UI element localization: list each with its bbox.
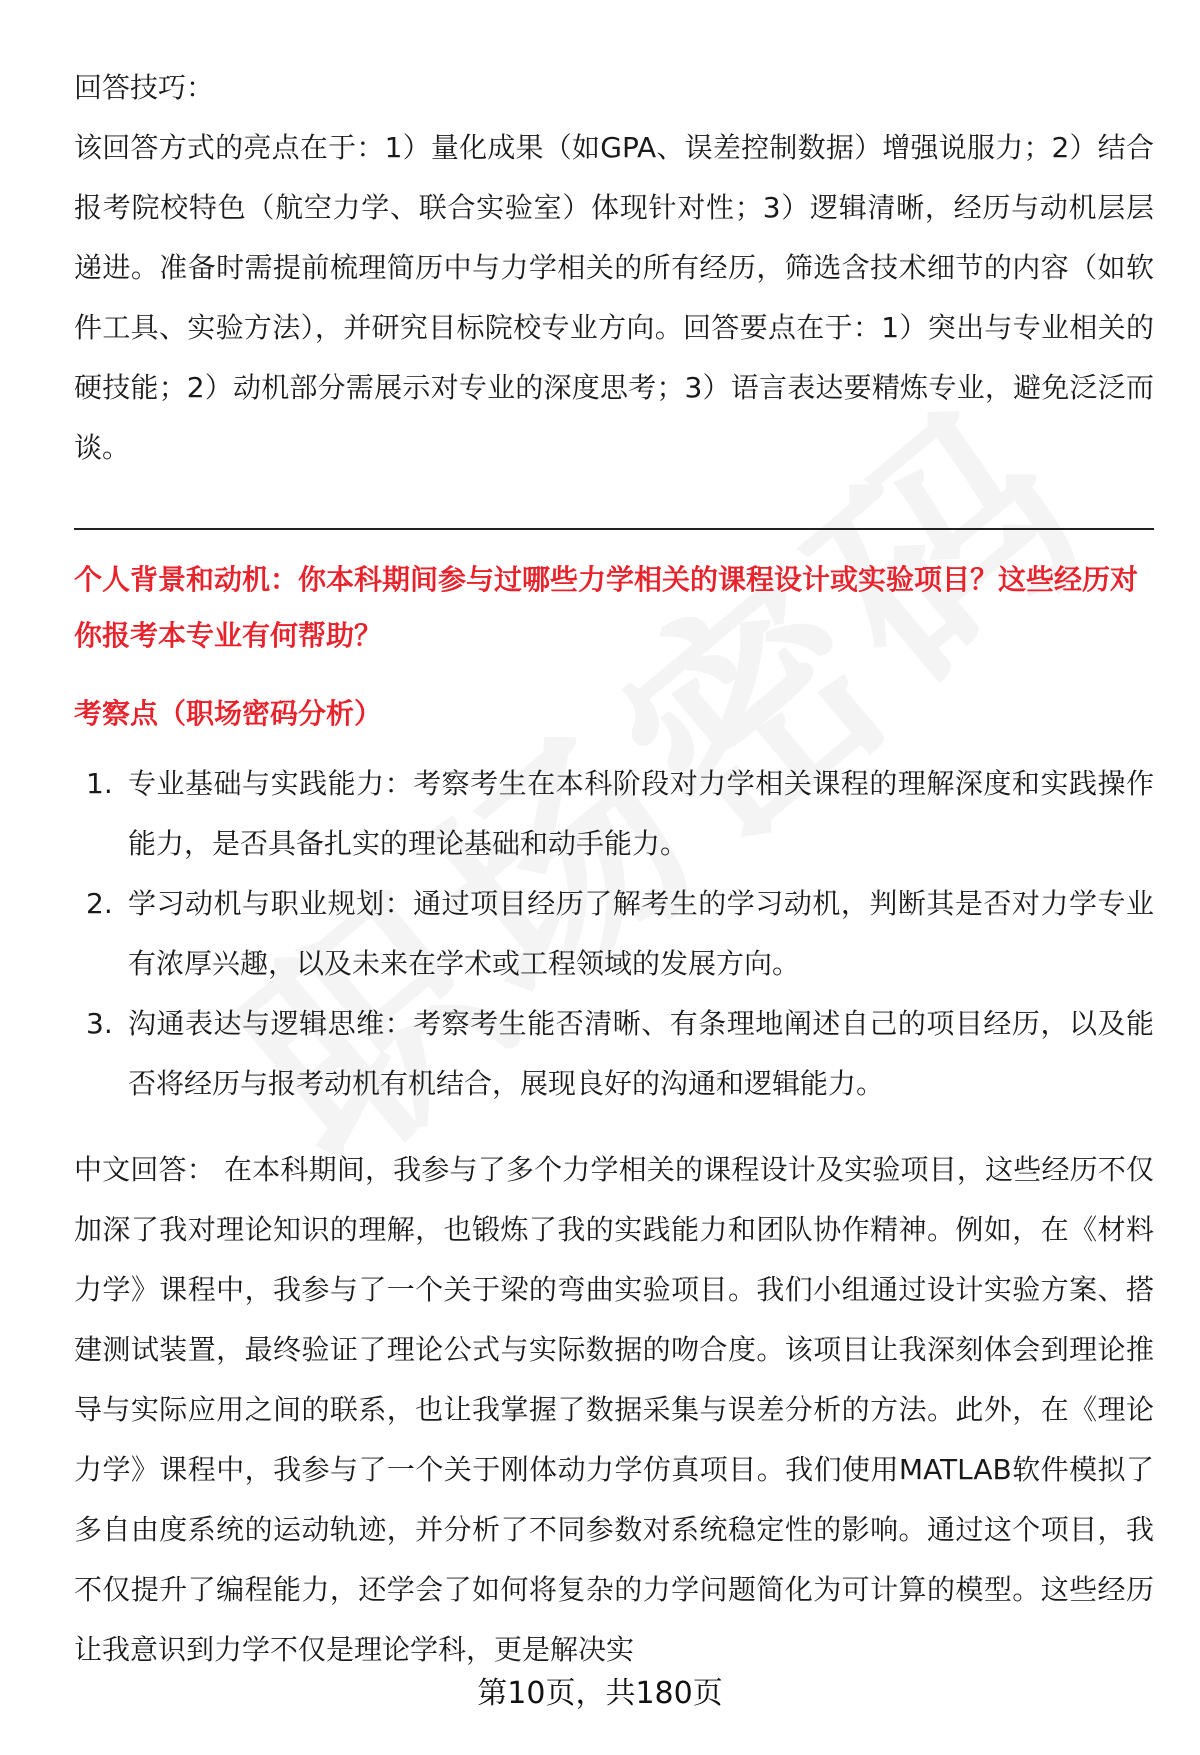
tips-heading: 回答技巧：	[74, 71, 215, 104]
list-item-text: 沟通表达与逻辑思维：考察考生能否清晰、有条理地阐述自己的项目经历，以及能否将经历与报考动机有机结合，展现良好的沟通和逻辑能力。	[128, 1007, 1154, 1100]
list-item-text: 学习动机与职业规划：通过项目经历了解考生的学习动机，判断其是否对力学专业有浓厚兴趣，以及未来在学术或工程领域的发展方向。	[128, 887, 1154, 980]
document-body	[74, 58, 1154, 1680]
list-item-number: 1.	[86, 767, 113, 800]
list-item-text: 专业基础与实践能力：考察考生在本科阶段对力学相关课程的理解深度和实践操作能力，是否具备扎实的理论基础和动手能力。	[128, 767, 1154, 860]
list-item	[74, 994, 1154, 1114]
list-item	[74, 754, 1154, 874]
analysis-list	[74, 754, 1154, 1114]
answer-body: 中文回答： 在本科期间，我参与了多个力学相关的课程设计及实验项目，这些经历不仅加深了我对理论知识的理解，也锻炼了我的实践能力和团队协作精神。例如，在《材料力学》课程中，我参与了一个关于梁的弯曲实验项目。我们小组通过设计实验方案、搭建测试装置，最终验证了理论公式与实际数据的吻合度。该项目让我深刻体会到理论推导与实际应用之间的联系，也让我掌握了数据采集与误差分析的方法。此外，在《理论力学》课程中，我参与了一个关于刚体动力学仿真项目。我们使用MATLAB软件模拟了多自由度系统的运动轨迹，并分析了不同参数对系统稳定性的影响。通过这个项目，我不仅提升了编程能力，还学会了如何将复杂的力学问题简化为可计算的模型。这些经历让我意识到力学不仅是理论学科，更是解决实	[74, 1153, 1154, 1666]
tips-body: 该回答方式的亮点在于：1）量化成果（如GPA、误差控制数据）增强说服力；2）结合报考院校特色（航空力学、联合实验室）体现针对性；3）逻辑清晰，经历与动机层层递进。准备时需提前梳理简历中与力学相关的所有经历，筛选含技术细节的内容（如软件工具、实验方法），并研究目标院校专业方向。回答要点在于：1）突出与专业相关的硬技能；2）动机部分需展示对专业的深度思考；3）语言表达要精炼专业，避免泛泛而谈。	[74, 131, 1154, 464]
question-title: 个人背景和动机：你本科期间参与过哪些力学相关的课程设计或实验项目？这些经历对你报考本专业有何帮助？	[74, 563, 1139, 652]
list-item-number: 3.	[86, 1007, 113, 1040]
section-divider	[74, 528, 1154, 530]
analysis-title: 考察点（职场密码分析）	[74, 697, 383, 730]
page-number: 第10页，共180页	[477, 1676, 723, 1711]
list-item	[74, 874, 1154, 994]
list-item-number: 2.	[86, 887, 113, 920]
